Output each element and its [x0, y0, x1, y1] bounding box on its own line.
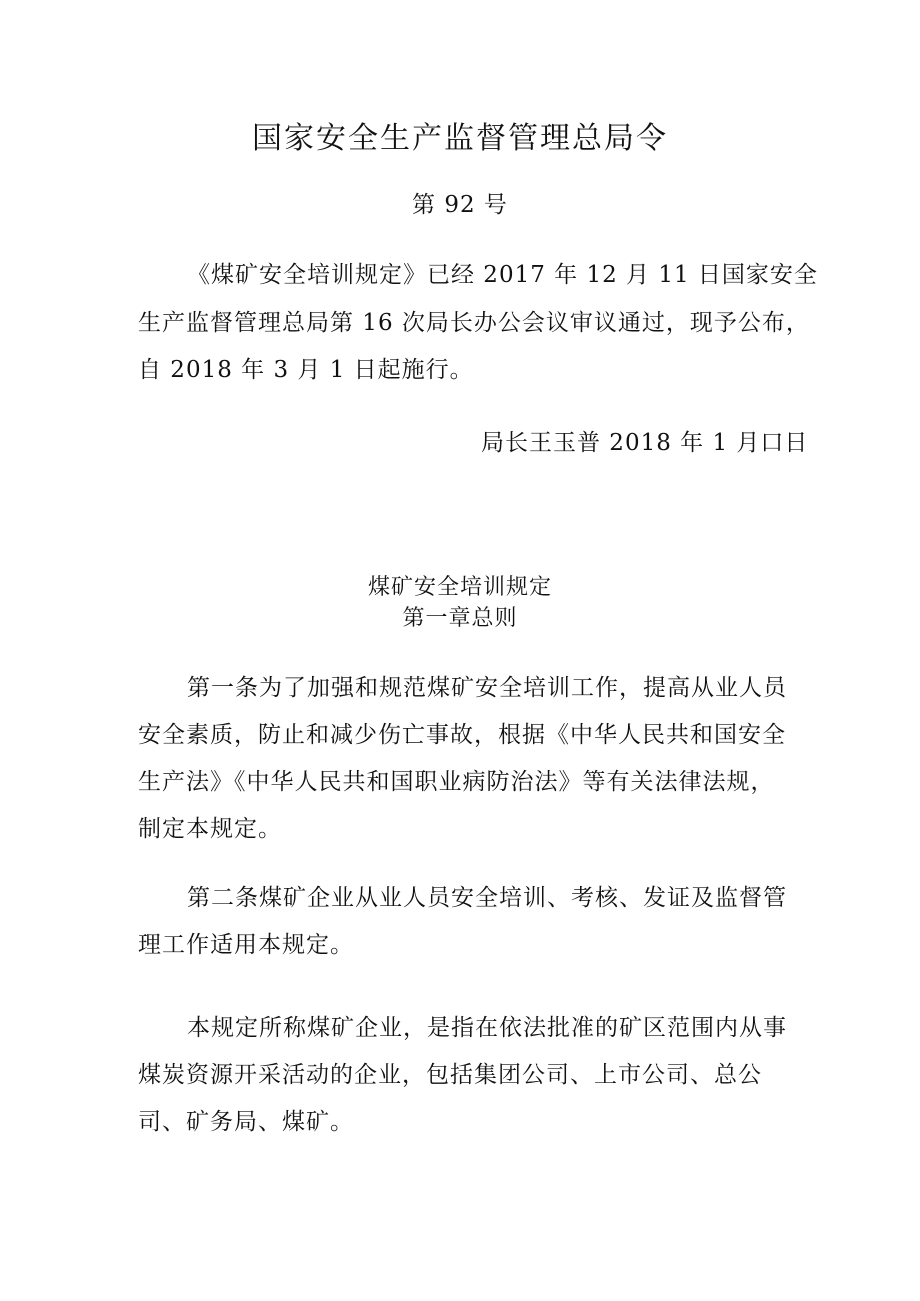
definition-line: 本规定所称煤矿企业，是指在依法批准的矿区范围内从事: [187, 1015, 787, 1041]
order-body-line: 生产监督管理总局第 16 次局长办公会议审议通过，现予公布，: [138, 310, 810, 336]
definition-line: 煤炭资源开采活动的企业，包括集团公司、上市公司、总公: [138, 1062, 762, 1088]
chapter-heading: 第一章总则: [402, 606, 518, 631]
article-2-line: 第二条煤矿企业从业人员安全培训、考核、发证及监督管: [187, 885, 787, 911]
article-1-line: 制定本规定。: [138, 816, 282, 842]
regulation-title: 煤矿安全培训规定: [367, 575, 552, 600]
definition-line: 司、矿务局、煤矿。: [138, 1109, 354, 1135]
article-1-line: 第一条为了加强和规范煤矿安全培训工作，提高从业人员: [187, 675, 787, 701]
order-body-line: 《煤矿安全培训规定》已经 2017 年 12 月 11 日国家安全: [187, 262, 818, 288]
article-1-line: 安全素质，防止和减少伤亡事故，根据《中华人民共和国安全: [138, 722, 786, 748]
order-number: 第 92 号: [412, 192, 508, 218]
order-body-line: 自 2018 年 3 月 1 日起施行。: [138, 357, 474, 383]
article-2-line: 理工作适用本规定。: [138, 932, 354, 958]
signature-line: 局长王玉普 2018 年 1 月口日: [481, 430, 809, 456]
article-1-line: 生产法》《中华人民共和国职业病防治法》等有关法律法规，: [138, 769, 775, 795]
order-title: 国家安全生产监督管理总局令: [252, 121, 668, 156]
